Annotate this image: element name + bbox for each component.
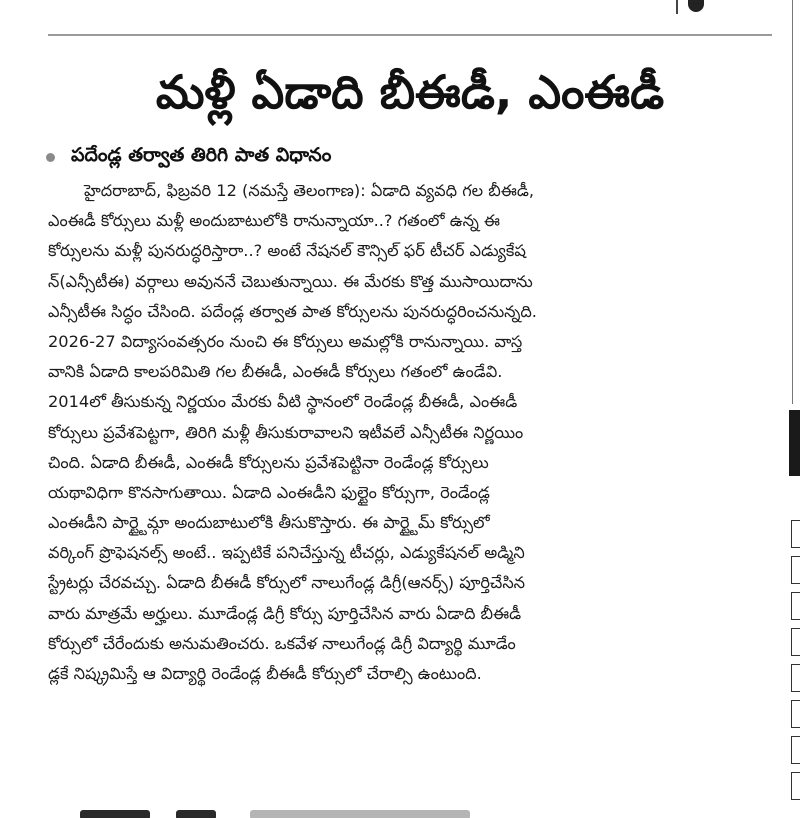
body-line: న్(ఎన్సీటీఈ) వర్గాలు అవుననే చెబుతున్నాయి. ఈ మేరకు కొత్త ముసాయిదాను [48, 271, 533, 291]
clipped-previous-article [0, 0, 800, 14]
article-body [48, 176, 748, 689]
body-line: చింది. ఏడాది బీఈడీ, ఎంఈడీ కోర్సులను ప్రవేశపెట్టినా రెండేండ్ల కోర్సులు [48, 452, 489, 472]
body-line: కోర్సులు ప్రవేశపెట్టగా, తిరిగి మళ్లీ తీసుకురావాలని ఇటీవలే ఎన్సీటీఈ నిర్ణయిం [48, 422, 524, 442]
clipped-text-fragment [50, 0, 650, 7]
column-divider [792, 0, 793, 404]
clipped-next-heading [80, 804, 680, 818]
body-line: హైదరాబాద్, ఫిబ్రవరి 12 (నమస్తే తెలంగాణ): ఏడాది వ్యవధి గల బీఈడీ, [84, 181, 535, 200]
body-line: వానికి ఏడాది కాలపరిమితి గల బీఈడీ, ఎంఈడీ కోర్సులు గతంలో ఉండేవి. [48, 362, 503, 382]
clipped-text-fragment [250, 810, 470, 818]
box-fragment [791, 664, 800, 692]
dark-block-fragment [789, 410, 800, 476]
body-line: యథావిధిగా కొనసాగుతాయి. ఏడాది ఎంఈడీని ఫుల్టైం కోర్సుగా, రెండేండ్ల [48, 482, 490, 502]
body-line: వర్కింగ్ ప్రొఫెషనల్స్ అంటే.. ఇప్పటికే పనిచేస్తున్న టీచర్లు, ఎడ్యుకేషనల్ అడ్మిని [48, 543, 525, 563]
body-line: 2026-27 విద్యాసంవత్సరం నుంచి ఈ కోర్సులు అమల్లోకి రానున్నాయి. వాస్త [48, 331, 523, 351]
header-rule [48, 34, 772, 36]
clipped-glyph-fragment [688, 0, 704, 12]
box-fragment [791, 592, 800, 620]
column-divider-fragment [676, 0, 678, 14]
bullet-icon [46, 153, 55, 162]
box-fragment [791, 772, 800, 800]
body-line: 2014లో తీసుకున్న నిర్ణయం మేరకు వీటి స్థానంలో రెండేండ్ల బీఈడీ, ఎంఈడీ [48, 392, 518, 412]
box-fragment [791, 628, 800, 656]
article-headline: మళ్లీ ఏడాది బీఈడీ, ఎంఈడీ [155, 65, 665, 119]
box-fragment [791, 556, 800, 584]
box-fragment [791, 520, 800, 548]
body-line: కోర్సులో చేరేందుకు అనుమతించరు. ఒకవేళ నాలుగేండ్ల డిగ్రీ విద్యార్థి మూడేం [48, 633, 516, 653]
body-line: ఎన్సీటీఈ సిద్ధం చేసింది. పదేండ్ల తర్వాత పాత కోర్సులను పునరుద్ధరించనున్నది. [48, 301, 537, 321]
body-line: వారు మాత్రమే అర్హులు. మూడేండ్ల డిగ్రీ కోర్సు పూర్తిచేసిన వారు ఏడాది బీఈడీ [48, 603, 522, 623]
clipped-text-fragment [176, 810, 216, 818]
body-line: కోర్సులను మళ్లీ పునరుద్ధరిస్తారా..? అంటే నేషనల్ కౌన్సిల్ ఫర్ టీచర్ ఎడ్యుకేష [48, 241, 526, 261]
box-fragment [791, 736, 800, 764]
box-fragment [791, 700, 800, 728]
body-line: ఎంఈడీ కోర్సులు మళ్లీ అందుబాటులోకి రానున్నాయా..? గతంలో ఉన్న ఈ [48, 211, 501, 231]
body-line: డ్లకే నిష్క్రమిస్తే ఆ విద్యార్థి రెండేండ్ల బీఈడీ కోర్సులో చేరాల్సి ఉంటుంది. [48, 664, 482, 683]
adjacent-column-edge [786, 0, 800, 818]
article-subheading [46, 142, 766, 172]
body-line: ఎంఈడీని పార్ట్టైమ్గా అందుబాటులోకి తీసుకొస్తారు. ఈ పార్ట్టైమ్ కోర్సులో [48, 513, 490, 533]
body-line: స్ట్రేటర్లు చేరవచ్చు. ఏడాది బీఈడీ కోర్సులో నాలుగేండ్ల డిగ్రీ(ఆనర్స్) పూర్తిచేసిన [48, 573, 526, 593]
subheading-text: పదేండ్ల తర్వాత తిరిగి పాత విధానం [71, 143, 332, 166]
clipped-text-fragment [80, 810, 150, 818]
